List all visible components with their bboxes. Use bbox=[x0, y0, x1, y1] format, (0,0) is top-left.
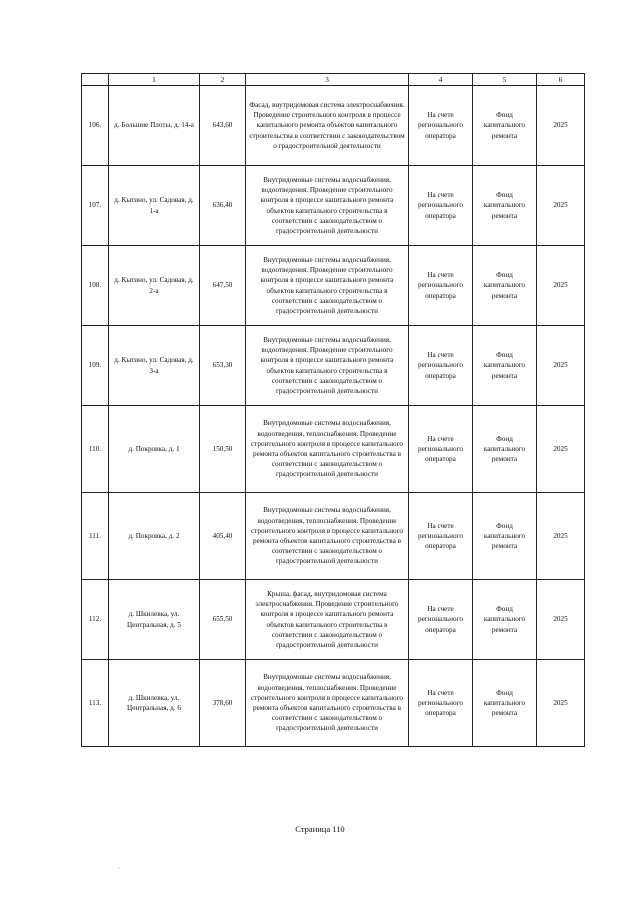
repair-year: 2025 bbox=[537, 326, 585, 406]
row-number: 113. bbox=[82, 660, 109, 747]
fund-account: На счете регионального оператора bbox=[409, 86, 473, 166]
row-number: 109. bbox=[82, 326, 109, 406]
house-area: 655,50 bbox=[200, 580, 246, 660]
table-row bbox=[82, 580, 585, 660]
repair-year: 2025 bbox=[537, 580, 585, 660]
repair-year: 2025 bbox=[537, 406, 585, 493]
row-number: 112. bbox=[82, 580, 109, 660]
table-row bbox=[82, 166, 585, 246]
house-area: 405,40 bbox=[200, 493, 246, 580]
header-cell-num bbox=[82, 74, 109, 86]
repair-year: 2025 bbox=[537, 166, 585, 246]
house-address: д. Большие Плоты, д. 14-а bbox=[109, 86, 200, 166]
fund-source: Фонд капитального ремонта bbox=[473, 493, 537, 580]
repair-works: Фасад, внутридомовая система электроснабжения. Проведение строительного контроля в процессе капитального ремонта объектов капитального строительства в соответствии с законодательством о градостроительной деятельности bbox=[246, 86, 409, 166]
house-area: 653,30 bbox=[200, 326, 246, 406]
fund-source: Фонд капитального ремонта bbox=[473, 406, 537, 493]
house-address: д. Кытино, ул. Садовая, д. 3-а bbox=[109, 326, 200, 406]
house-address: д. Покровка, д. 2 bbox=[109, 493, 200, 580]
row-number: 110. bbox=[82, 406, 109, 493]
repair-works: Крыша, фасад, внутридомовая система электроснабжения. Проведение строительного контроля в процессе капитального ремонта объектов капитального строительства в соответствии с законодательством о градостроительной деятельности bbox=[246, 580, 409, 660]
fund-account: На счете регионального оператора bbox=[409, 406, 473, 493]
house-area: 647,50 bbox=[200, 246, 246, 326]
header-cell-4: 4 bbox=[409, 74, 473, 86]
house-area: 636,40 bbox=[200, 166, 246, 246]
header-cell-2: 2 bbox=[200, 74, 246, 86]
header-cell-6: 6 bbox=[537, 74, 585, 86]
fund-account: На счете регионального оператора bbox=[409, 166, 473, 246]
table-header-row bbox=[82, 74, 585, 86]
repair-year: 2025 bbox=[537, 660, 585, 747]
scan-speck: · bbox=[118, 866, 120, 872]
house-address: д. Кытино, ул. Садовая, д. 1-а bbox=[109, 166, 200, 246]
repair-year: 2025 bbox=[537, 86, 585, 166]
repair-works: Внутридомовые системы водоснабжения, водоотведения, теплоснабжения. Проведение строительного контроля в процессе капитального ремонта объектов капитального строительства в соответствии с законодательством о градостроительной деятельности bbox=[246, 493, 409, 580]
table-row bbox=[82, 660, 585, 747]
fund-source: Фонд капитального ремонта bbox=[473, 326, 537, 406]
fund-source: Фонд капитального ремонта bbox=[473, 660, 537, 747]
house-address: д. Шкилевка, ул. Центральная, д. 6 bbox=[109, 660, 200, 747]
row-number: 106. bbox=[82, 86, 109, 166]
house-area: 643,60 bbox=[200, 86, 246, 166]
row-number: 108. bbox=[82, 246, 109, 326]
repair-year: 2025 bbox=[537, 493, 585, 580]
repair-works: Внутридомовые системы водоснабжения, водоотведения, теплоснабжения. Проведение строительного контроля в процессе капитального ремонта объектов капитального строительства в соответствии с законодательством о градостроительной деятельности bbox=[246, 660, 409, 747]
fund-account: На счете регионального оператора bbox=[409, 246, 473, 326]
fund-account: На счете регионального оператора bbox=[409, 326, 473, 406]
header-cell-1: 1 bbox=[109, 74, 200, 86]
row-number: 111. bbox=[82, 493, 109, 580]
repair-works: Внутридомовые системы водоснабжения, водоотведения. Проведение строительного контроля в процессе капитального ремонта объектов капитального строительства в соответствии с законодательством о градостроительной деятельности bbox=[246, 246, 409, 326]
fund-source: Фонд капитального ремонта bbox=[473, 86, 537, 166]
header-cell-5: 5 bbox=[473, 74, 537, 86]
fund-source: Фонд капитального ремонта bbox=[473, 580, 537, 660]
row-number: 107. bbox=[82, 166, 109, 246]
table-row bbox=[82, 406, 585, 493]
header-cell-3: 3 bbox=[246, 74, 409, 86]
fund-account: На счете регионального оператора bbox=[409, 580, 473, 660]
table-row bbox=[82, 326, 585, 406]
fund-account: На счете регионального оператора bbox=[409, 493, 473, 580]
fund-source: Фонд капитального ремонта bbox=[473, 246, 537, 326]
house-address: д. Кытино, ул. Садовая, д. 2-а bbox=[109, 246, 200, 326]
repair-plan-table bbox=[81, 73, 585, 747]
repair-works: Внутридомовые системы водоснабжения, водоотведения, теплоснабжения. Проведение строительного контроля в процессе капитального ремонта объектов капитального строительства в соответствии с законодательством о градостроительной деятельности bbox=[246, 406, 409, 493]
house-area: 378,60 bbox=[200, 660, 246, 747]
table-row bbox=[82, 246, 585, 326]
repair-works: Внутридомовые системы водоснабжения, водоотведения. Проведение строительного контроля в процессе капитального ремонта объектов капитального строительства в соответствии с законодательством о градостроительной деятельности bbox=[246, 166, 409, 246]
house-address: д. Шкилевка, ул. Центральная, д. 5 bbox=[109, 580, 200, 660]
repair-year: 2025 bbox=[537, 246, 585, 326]
table-row bbox=[82, 86, 585, 166]
fund-account: На счете регионального оператора bbox=[409, 660, 473, 747]
fund-source: Фонд капитального ремонта bbox=[473, 166, 537, 246]
house-area: 150,50 bbox=[200, 406, 246, 493]
repair-works: Внутридомовые системы водоснабжения, водоотведения. Проведение строительного контроля в процессе капитального ремонта объектов капитального строительства в соответствии с законодательством о градостроительной деятельности bbox=[246, 326, 409, 406]
house-address: д. Покровка, д. 1 bbox=[109, 406, 200, 493]
table-row bbox=[82, 493, 585, 580]
page-number: Страница 110 bbox=[295, 824, 345, 834]
